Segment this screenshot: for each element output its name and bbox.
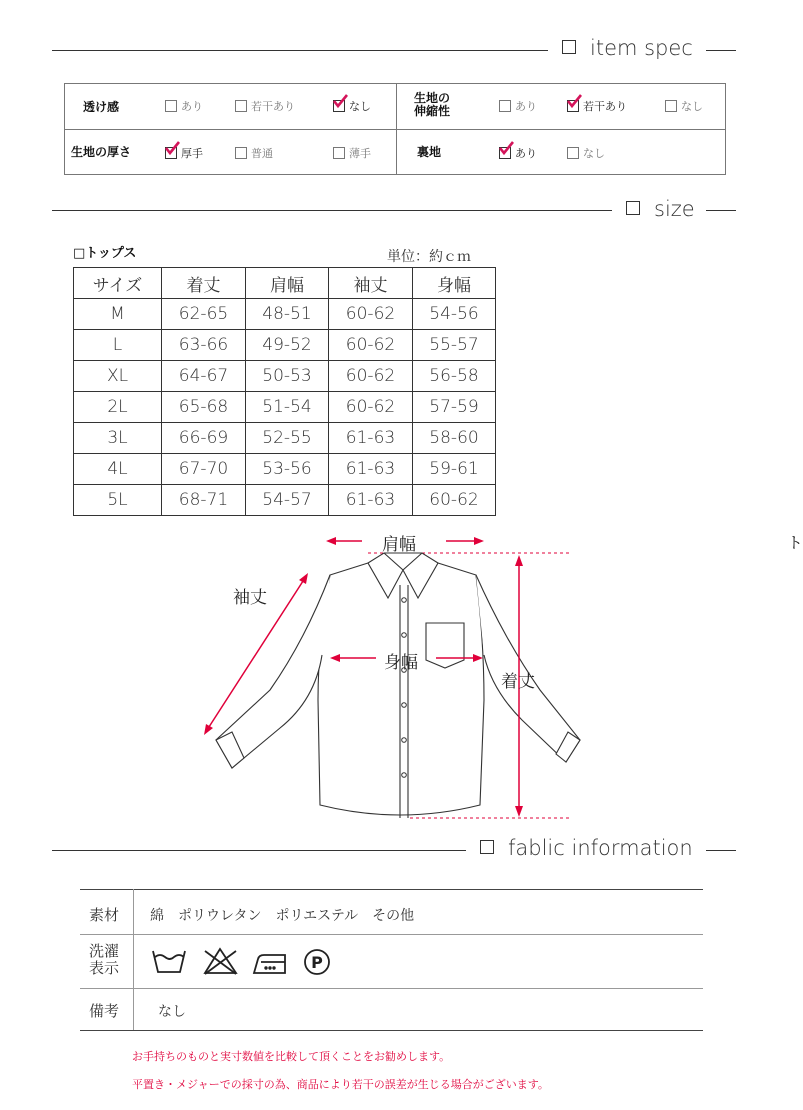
table-cell: 60-62 [329,330,413,361]
table-cell: 3L [74,423,162,454]
table-header-cell: 袖丈 [329,268,413,299]
size-caption: □トップス [73,246,137,261]
dry-clean-p-icon [305,950,329,974]
fabric-label-material: 素材 [88,906,119,924]
table-cell: 61-63 [329,423,413,454]
label-line: 生地の [414,91,451,105]
table-header-cell: 肩幅 [246,268,329,299]
fabric-rule-right [706,850,736,851]
edge-text: ト [787,533,803,552]
table-cell: 4L [74,454,162,485]
spec-option-lining-0 [499,145,537,161]
note-measurement: 平置き・メジャーでの採寸の為、商品により若干の誤差が生じる場合がございます。 [132,1078,549,1091]
table-header-cell: 着丈 [162,268,246,299]
option-label: なし [681,100,703,113]
table-cell: 60-62 [329,299,413,330]
table-cell: 52-55 [246,423,329,454]
spec-option-sheer-0 [165,98,203,114]
spec-option-thickness-1 [235,145,273,161]
wash-tub-icon [153,951,185,972]
fabric-label-remarks: 備考 [88,1002,119,1020]
table-cell: 64-67 [162,361,246,392]
diagram-label-body-width: 身幅 [384,653,418,673]
section-title-size [626,197,695,221]
table-row [74,299,496,330]
table-cell: 50-53 [246,361,329,392]
spec-option-sheer-2 [333,98,371,114]
diagram-label-sleeve: 袖丈 [233,588,267,608]
spec-table [64,83,726,175]
shirt-measurement-diagram [0,525,800,830]
table-header-cell: サイズ [74,268,162,299]
table-cell: 67-70 [162,454,246,485]
diagram-label-shoulder: 肩幅 [382,535,416,555]
table-cell: XL [74,361,162,392]
checkbox-checked-icon [567,100,579,112]
table-cell: 5L [74,485,162,516]
checkbox-icon [235,100,247,112]
section-title-spec [562,36,693,60]
table-cell: 56-58 [413,361,496,392]
table-row [74,361,496,392]
option-label: あり [515,147,537,160]
spec-label-thickness: 生地の厚さ [71,145,132,159]
table-header-row [74,268,496,299]
checkbox-icon [567,147,579,159]
iron-low-icon [254,955,285,973]
checkbox-icon [165,100,177,112]
checkbox-checked-icon [333,100,345,112]
table-cell: 49-52 [246,330,329,361]
table-cell: 51-54 [246,392,329,423]
table-cell: 54-57 [246,485,329,516]
table-cell: 61-63 [329,485,413,516]
option-label: なし [583,147,605,160]
checkbox-icon [235,147,247,159]
table-cell: 61-63 [329,454,413,485]
checkbox-icon [333,147,345,159]
table-row [74,485,496,516]
label-line: 洗濯 [88,942,119,960]
spec-col-divider [396,84,397,174]
table-cell: 60-62 [329,392,413,423]
no-bleach-icon [205,949,236,974]
table-cell: 48-51 [246,299,329,330]
checkbox-square-icon [626,201,640,215]
table-cell: L [74,330,162,361]
diagram-label-length: 着丈 [501,672,535,692]
spec-option-thickness-0 [165,145,203,161]
label-line: 表示 [88,959,119,977]
option-label: 厚手 [181,147,203,160]
checkbox-icon [499,100,511,112]
fabric-value-material: 綿 ポリウレタン ポリエステル その他 [150,908,415,924]
option-label: あり [515,100,537,113]
table-cell: 63-66 [162,330,246,361]
fabric-table-sep [80,934,703,935]
table-cell: 58-60 [413,423,496,454]
fabric-value-remarks: なし [158,1004,186,1020]
wash-care-icons [150,945,340,977]
table-cell: M [74,299,162,330]
table-cell: 57-59 [413,392,496,423]
size-unit: 単位：約ｃｍ [387,249,471,265]
spec-rule-right [706,50,736,51]
table-cell: 54-56 [413,299,496,330]
table-cell: 60-62 [329,361,413,392]
fabric-table-bottom [80,1030,703,1031]
checkbox-icon [665,100,677,112]
option-label: 普通 [251,147,273,160]
spec-option-sheer-1 [235,98,295,114]
option-label: なし [349,100,371,113]
check-mark-icon [164,141,180,155]
spec-option-stretch-1 [567,98,627,114]
table-cell: 68-71 [162,485,246,516]
size-rule-left [52,210,612,211]
spec-label-stretch [414,92,450,118]
spec-option-stretch-0 [499,98,537,114]
table-cell: 53-56 [246,454,329,485]
table-cell: 55-57 [413,330,496,361]
table-row [74,392,496,423]
option-label: 若干あり [583,100,627,113]
check-mark-icon [332,94,348,108]
fabric-table-col-divider [133,889,134,1030]
table-cell: 59-61 [413,454,496,485]
p-symbol: P [311,953,323,972]
spec-option-lining-1 [567,145,605,161]
checkbox-square-icon [562,40,576,54]
table-row [74,454,496,485]
note-compare: お手持ちのものと実寸数値を比較して頂くことをお勧めします。 [132,1050,451,1063]
spec-rule-left [52,50,548,51]
check-mark-icon [498,141,514,155]
table-cell: 2L [74,392,162,423]
fabric-label-wash [80,943,128,977]
table-row [74,423,496,454]
table-cell: 62-65 [162,299,246,330]
spec-label-lining: 裏地 [417,145,442,159]
option-label: 若干あり [251,100,295,113]
fabric-rule-left [52,850,466,851]
table-cell: 65-68 [162,392,246,423]
table-header-cell: 身幅 [413,268,496,299]
option-label: 薄手 [349,147,371,160]
spec-label-sheer: 透け感 [83,100,120,114]
table-cell: 66-69 [162,423,246,454]
fabric-table-sep [80,988,703,989]
checkbox-square-icon [480,840,494,854]
checkbox-checked-icon [165,147,177,159]
size-rule-right [706,210,736,211]
fabric-table-top [80,889,703,890]
table-cell: 60-62 [413,485,496,516]
section-title-text: item spec [590,36,693,60]
spec-option-thickness-2 [333,145,371,161]
spec-option-stretch-2 [665,98,703,114]
section-title-text: fablic information [508,836,693,860]
checkbox-checked-icon [499,147,511,159]
table-row [74,330,496,361]
size-table [73,267,496,516]
label-line: 伸縮性 [414,104,451,118]
check-mark-icon [566,94,582,108]
option-label: あり [181,100,203,113]
section-title-fabric [480,836,693,860]
section-title-text: size [654,197,695,221]
spec-row-divider [65,129,725,130]
